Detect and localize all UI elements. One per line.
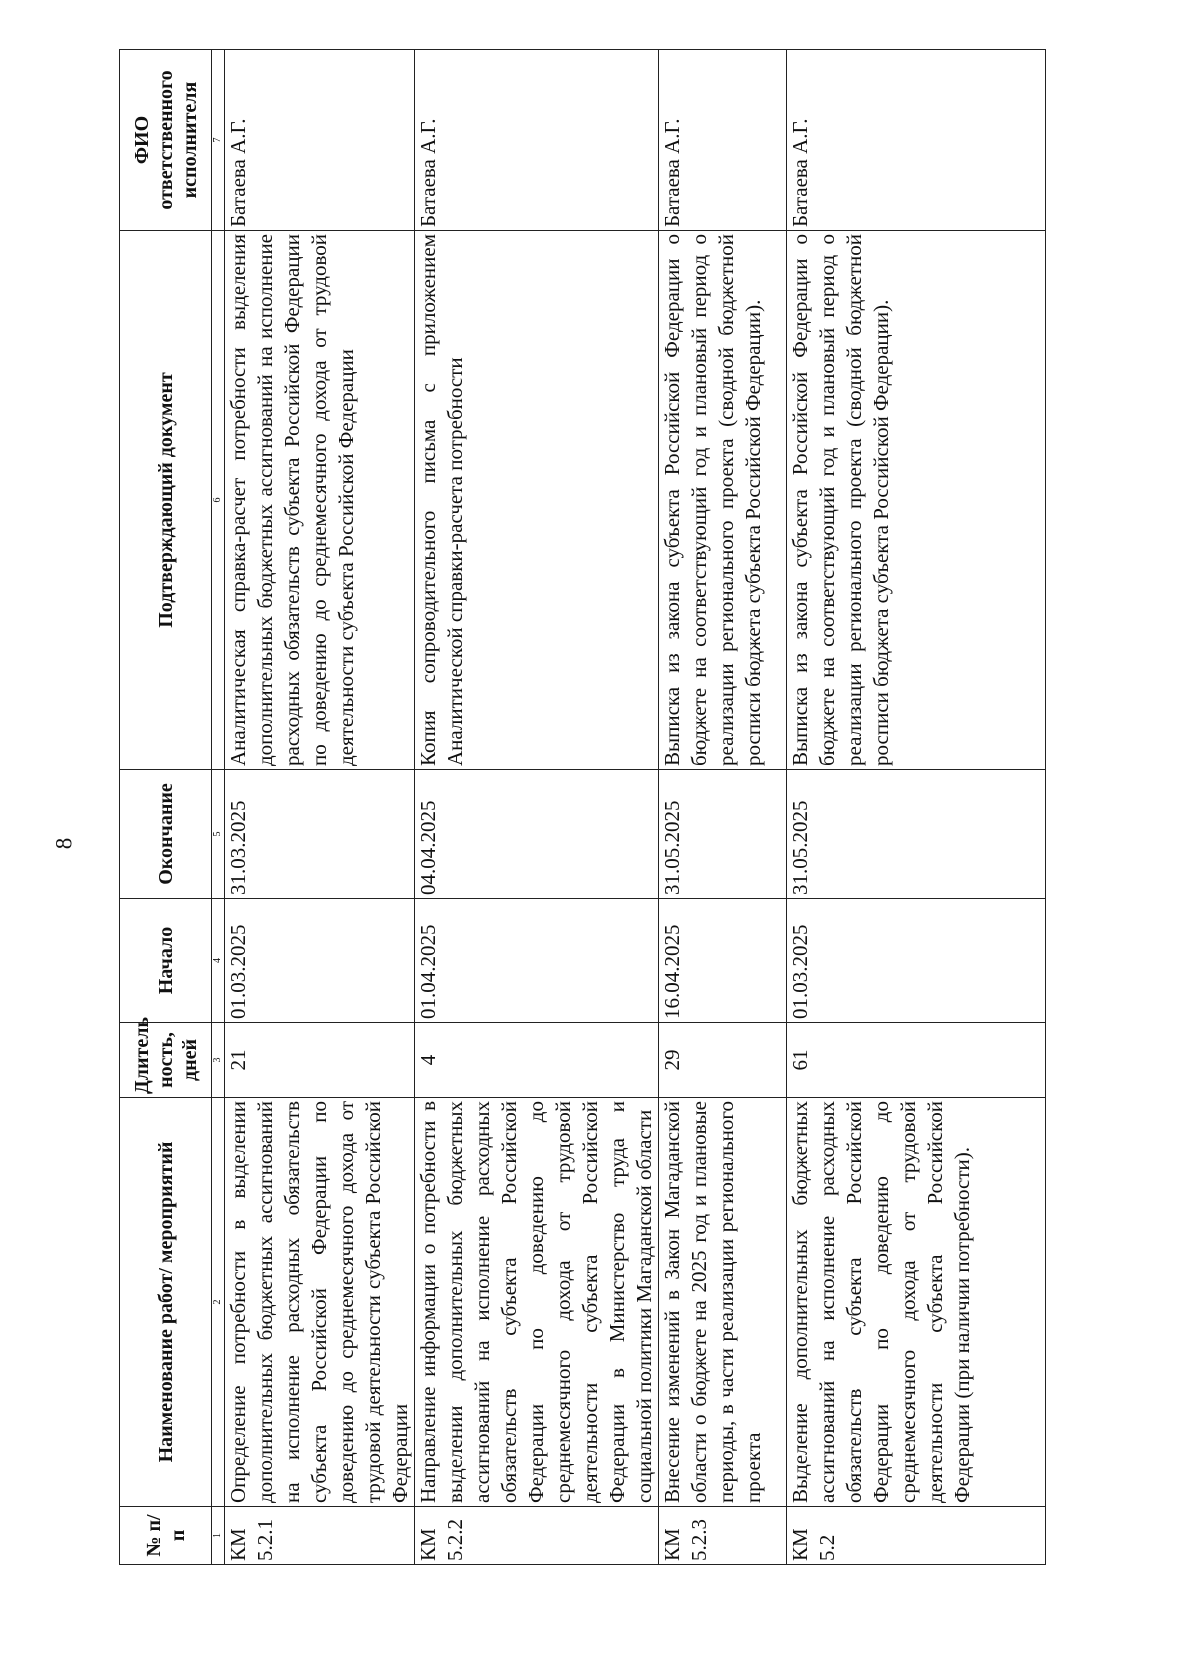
table-row: [787, 50, 1046, 1565]
header-document: Подтверждающий документ: [120, 231, 212, 770]
row-responsible: Батаева А.Г.: [415, 50, 659, 231]
column-number: 1: [212, 1507, 225, 1565]
row-document: Выписка из закона субъекта Российской Федерации о бюджете на соответствующий год и плановый период о реализации регионального проекта (сводной бюджетной росписи бюджета субъекта Российской Федерации).: [659, 231, 787, 770]
row-end-date: 04.04.2025: [415, 770, 659, 899]
row-start-date: 16.04.2025: [659, 899, 787, 1023]
page-number: 8: [51, 837, 77, 850]
row-code: КМ 5.2.2: [415, 1507, 659, 1565]
column-number-row: [212, 50, 225, 1565]
row-end-date: 31.05.2025: [787, 770, 1046, 899]
row-code: КМ 5.2: [787, 1507, 1046, 1565]
header-end: Окончание: [120, 770, 212, 899]
row-start-date: 01.04.2025: [415, 899, 659, 1023]
table-row: [415, 50, 659, 1565]
row-duration: 4: [415, 1023, 659, 1098]
row-end-date: 31.05.2025: [659, 770, 787, 899]
row-work-name: Направление информации о потребности в выделении дополнительных бюджетных ассигнований на исполнение расходных обязательств субъекта Российской Федерации по доведению до среднемесячного дохода от трудовой деятельности субъекта Российской Федерации в Министерство труда и социальной политики Магаданской области: [415, 1098, 659, 1507]
row-document: Копия сопроводительного письма с приложением Аналитической справки-расчета потребности: [415, 231, 659, 770]
header-row: [120, 50, 212, 1565]
column-number: 6: [212, 231, 225, 770]
row-start-date: 01.03.2025: [225, 899, 415, 1023]
row-work-name: Определение потребности в выделении дополнительных бюджетных ассигнований на исполнение расходных обязательств субъекта Российской Федерации по доведению до среднемесячного дохода от трудовой деятельности субъекта Российской Федерации: [225, 1098, 415, 1507]
column-number: 4: [212, 899, 225, 1023]
row-responsible: Батаева А.Г.: [225, 50, 415, 231]
row-document: Выписка из закона субъекта Российской Федерации о бюджете на соответствующий год и плановый период о реализации регионального проекта (сводной бюджетной росписи бюджета субъекта Российской Федерации).: [787, 231, 1046, 770]
row-work-name: Выделение дополнительных бюджетных ассигнований на исполнение расходных обязательств субъекта Российской Федерации по доведению до среднемесячного дохода от трудовой деятельности субъекта Российской Федерации (при наличии потребности).: [787, 1098, 1046, 1507]
row-document: Аналитическая справка-расчет потребности выделения дополнительных бюджетных ассигнований на исполнение расходных обязательств субъекта Российской Федерации по доведению до среднемесячного дохода от трудовой деятельности субъекта Российской Федерации: [225, 231, 415, 770]
row-duration: 29: [659, 1023, 787, 1098]
row-duration: 61: [787, 1023, 1046, 1098]
table-row: [225, 50, 415, 1565]
row-code: КМ 5.2.3: [659, 1507, 787, 1565]
header-name: Наименование работ/ мероприятий: [120, 1098, 212, 1507]
column-number: 7: [212, 50, 225, 231]
row-responsible: Батаева А.Г.: [659, 50, 787, 231]
header-number: № п/п: [120, 1507, 212, 1565]
table-row: [659, 50, 787, 1565]
header-responsible: ФИО ответственного исполнителя: [120, 50, 212, 231]
row-responsible: Батаева А.Г.: [787, 50, 1046, 231]
rotated-table-container: [119, 50, 1024, 1565]
row-code: КМ 5.2.1: [225, 1507, 415, 1565]
work-plan-table: [119, 49, 1046, 1565]
row-work-name: Внесение изменений в Закон Магаданской области о бюджете на 2025 год и плановые периоды, в части реализации регионального проекта: [659, 1098, 787, 1507]
column-number: 3: [212, 1023, 225, 1098]
row-duration: 21: [225, 1023, 415, 1098]
header-start: Начало: [120, 899, 212, 1023]
column-number: 2: [212, 1098, 225, 1507]
row-start-date: 01.03.2025: [787, 899, 1046, 1023]
column-number: 5: [212, 770, 225, 899]
header-duration: Длитель ность, дней: [120, 1023, 212, 1098]
row-end-date: 31.03.2025: [225, 770, 415, 899]
